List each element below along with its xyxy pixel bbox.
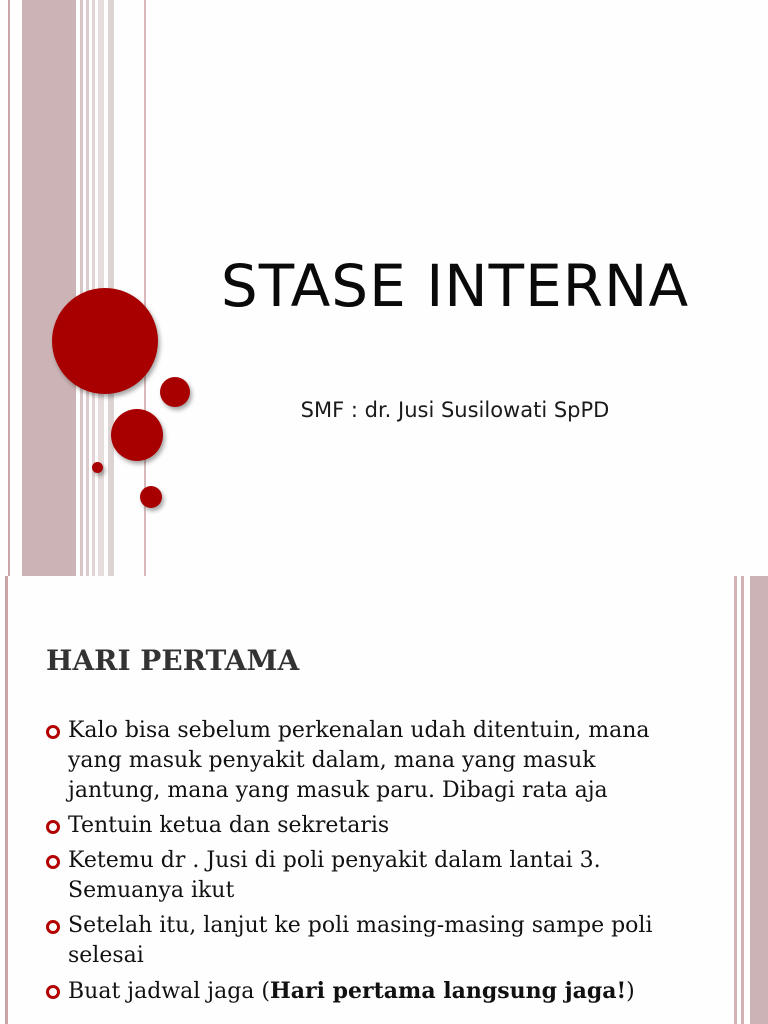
bullet-ring-icon bbox=[46, 985, 60, 999]
decorative-circle bbox=[160, 377, 190, 407]
decorative-stripe bbox=[80, 0, 83, 576]
list-item-text-prefix: Buat jadwal jaga ( bbox=[68, 979, 270, 1004]
bullet-ring-icon bbox=[46, 725, 60, 739]
slide-heading: HARI PERTAMA bbox=[46, 644, 300, 677]
decorative-circle bbox=[140, 486, 162, 508]
bullet-ring-icon bbox=[46, 855, 60, 869]
decorative-circle-large bbox=[52, 288, 158, 394]
bullet-ring-icon bbox=[46, 920, 60, 934]
decorative-stripe bbox=[22, 0, 76, 576]
list-item bbox=[46, 976, 666, 1007]
list-item-text-suffix: ) bbox=[626, 979, 635, 1004]
decorative-circle-small bbox=[92, 462, 103, 473]
list-item bbox=[46, 716, 666, 806]
list-item bbox=[46, 846, 666, 906]
list-item-text-bold: Hari pertama langsung jaga! bbox=[270, 978, 627, 1004]
decorative-stripe bbox=[86, 0, 89, 576]
list-item-text: Kalo bisa sebelum perkenalan udah ditentuin, mana yang masuk penyakit dalam, mana yang masuk jantung, mana yang masuk paru. Dibagi rata aja bbox=[68, 718, 650, 803]
decorative-circle bbox=[111, 409, 163, 461]
decorative-stripe bbox=[5, 576, 8, 1024]
slide-title: STASE INTERNA bbox=[220, 252, 690, 320]
list-item-text: Ketemu dr . Jusi di poli penyakit dalam lantai 3. Semuanya ikut bbox=[68, 848, 601, 903]
decorative-stripe bbox=[741, 576, 744, 1024]
content-slide bbox=[0, 576, 768, 1024]
decorative-stripe bbox=[734, 576, 737, 1024]
list-item bbox=[46, 911, 666, 971]
bullet-ring-icon bbox=[46, 820, 60, 834]
bullet-list bbox=[46, 716, 666, 1012]
decorative-stripe bbox=[8, 0, 10, 576]
list-item-text: Setelah itu, lanjut ke poli masing-masing sampe poli selesai bbox=[68, 913, 653, 968]
list-item-text: Tentuin ketua dan sekretaris bbox=[68, 813, 390, 838]
decorative-stripe bbox=[750, 576, 768, 1024]
list-item bbox=[46, 811, 666, 841]
slide-subtitle: SMF : dr. Jusi Susilowati SpPD bbox=[300, 398, 610, 422]
